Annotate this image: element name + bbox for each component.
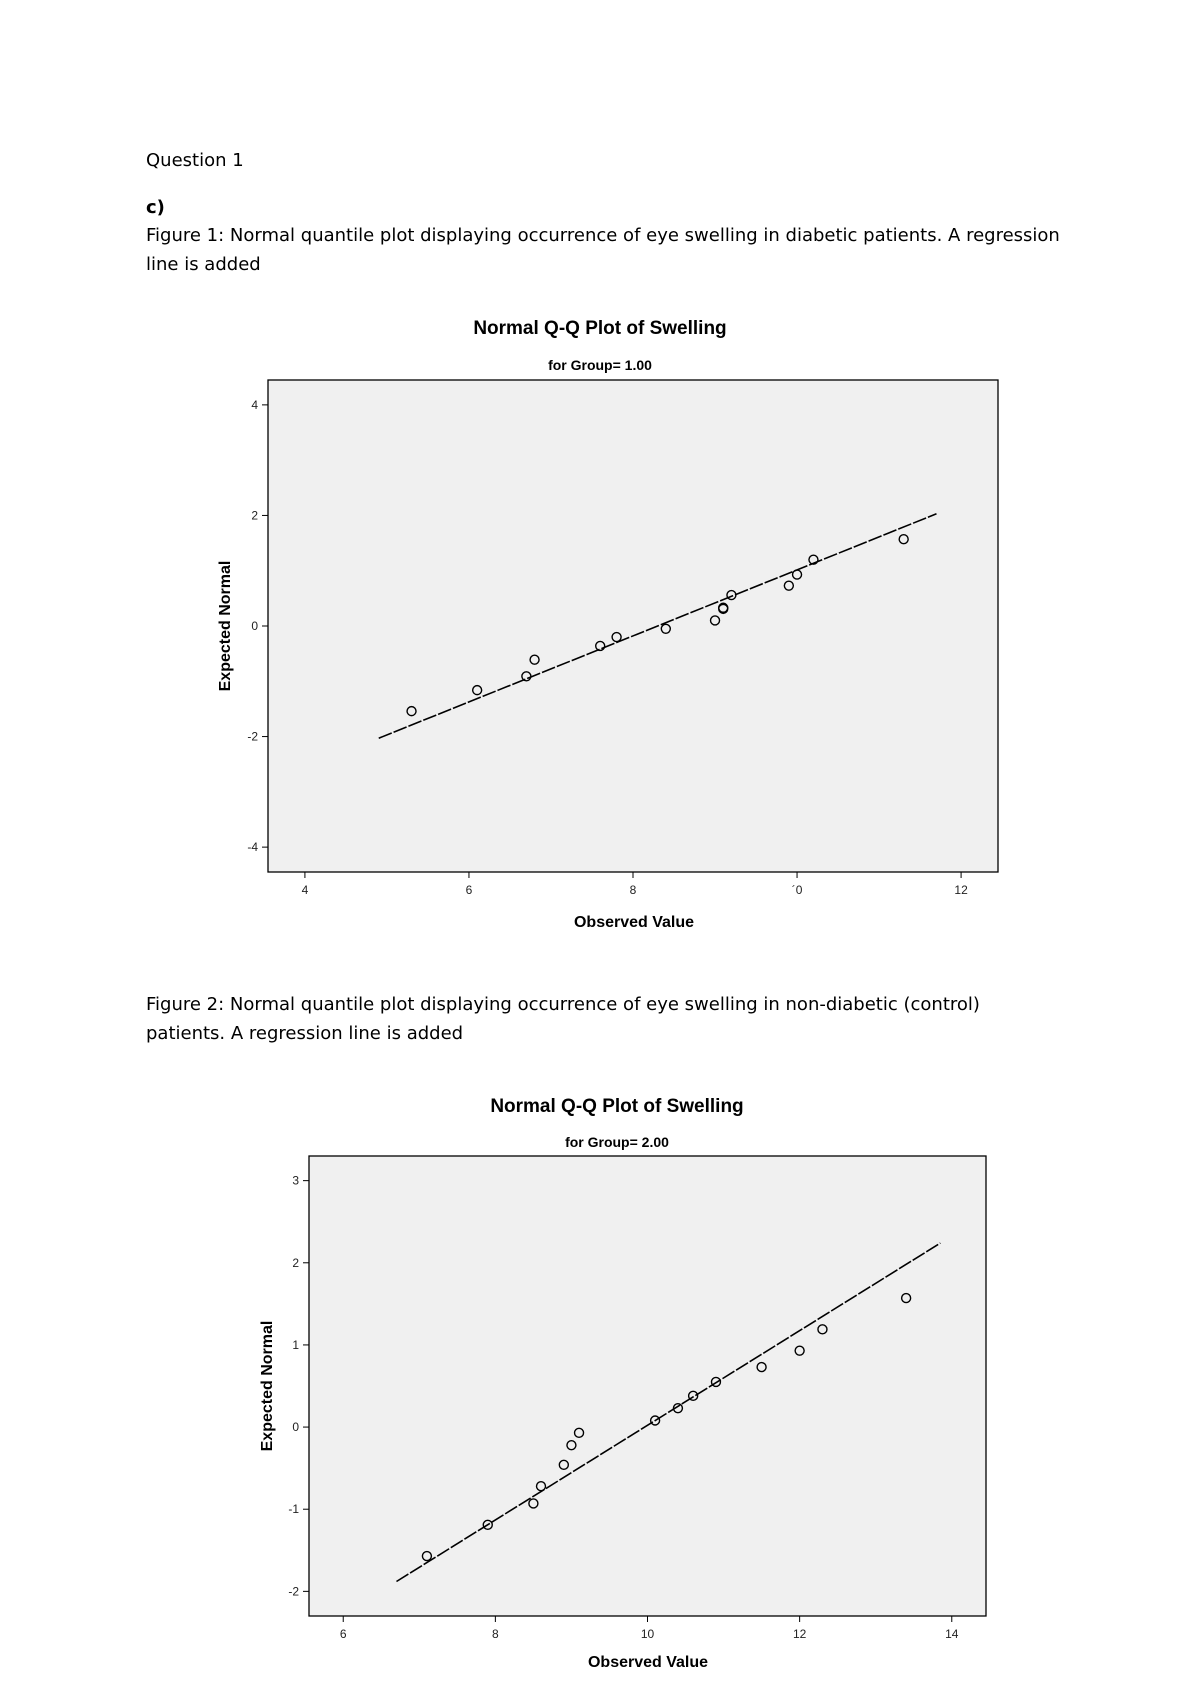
y-tick-label: 2 [251,508,258,523]
y-tick-label: -2 [288,1584,299,1599]
y-tick-label: 0 [292,1420,299,1435]
figure-2-caption-line-1: Figure 2: Normal quantile plot displaying occurrence of eye swelling in non-diabetic (control) [146,994,980,1015]
x-tick-label: 14 [945,1627,959,1641]
qq-plot-group-2 [0,1080,1200,1680]
chart-title: Normal Q-Q Plot of Swelling [490,1096,744,1117]
figure-2-caption-line-2: patients. A regression line is added [146,1023,464,1044]
y-tick-label: 3 [292,1173,299,1188]
figure-1-caption [146,221,1060,279]
qq-plot-group-1 [0,300,1200,950]
x-tick-label: 10 [640,1627,655,1641]
y-tick-label: -4 [247,840,258,855]
y-tick-label: 4 [251,397,258,412]
y-axis-label: Expected Normal [259,1320,276,1452]
x-tick-label: 8 [492,1627,499,1641]
x-tick-label: 6 [339,1627,347,1641]
y-tick-label: -1 [288,1502,299,1517]
figure-1-caption-line-1: Figure 1: Normal quantile plot displaying occurrence of eye swelling in diabetic patients. A regression [146,225,1060,246]
figure-2-caption [146,990,980,1048]
y-axis-label: Expected Normal [217,560,234,692]
plot-area [268,380,998,872]
chart-title: Normal Q-Q Plot of Swelling [473,318,727,339]
figure-1-caption-line-2: line is added [146,254,261,275]
y-tick-label: 0 [251,619,258,633]
y-tick-label: 2 [292,1255,299,1270]
y-tick-label: -2 [247,729,258,744]
x-axis-label: Observed Value [587,1654,709,1671]
plot-area [309,1156,986,1616]
x-tick-label: 6 [465,883,473,897]
part-label: c) [146,197,165,218]
x-tick-label: ´0 [791,883,803,897]
chart-subtitle: for Group= 1.00 [548,357,652,373]
question-heading: Question 1 [146,150,244,171]
x-tick-label: 12 [954,883,968,897]
x-tick-label: 8 [629,883,637,897]
x-tick-label: 4 [301,883,309,897]
y-tick-label: 1 [292,1337,299,1352]
x-tick-label: 12 [792,1627,807,1641]
chart-subtitle: for Group= 2.00 [565,1134,669,1150]
x-axis-label: Observed Value [573,914,695,931]
